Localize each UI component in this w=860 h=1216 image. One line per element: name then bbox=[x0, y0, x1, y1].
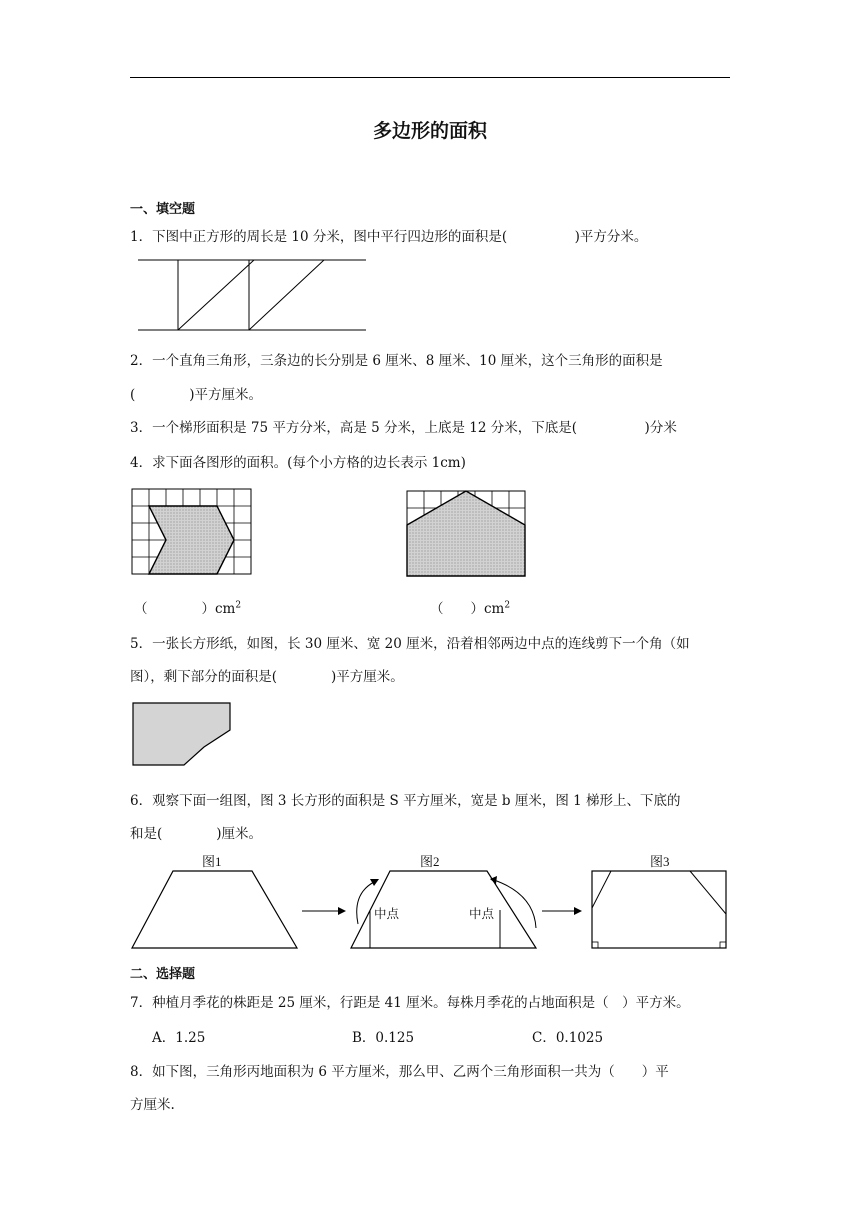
figure-3-label: 图3 bbox=[650, 854, 670, 869]
question-2-line-1: 2．一个直角三角形，三条边的长分别是 6 厘米、8 厘米、10 厘米，这个三角形的面积是 bbox=[130, 353, 663, 369]
section-fill-blank: 一、填空题 bbox=[130, 202, 196, 217]
figure-1-label: 图1 bbox=[202, 854, 222, 869]
question-1: 1．下图中正方形的周长是 10 分米，图中平行四边形的面积是( )平方分米。 bbox=[130, 229, 648, 245]
question-7-option-b[interactable]: B．0.125 bbox=[352, 1030, 415, 1046]
page-title: 多边形的面积 bbox=[372, 120, 487, 142]
question-8-line-1: 8．如下图，三角形丙地面积为 6 平方厘米，那么甲、乙两个三角形面积一共为（ ）平 bbox=[130, 1064, 669, 1080]
question-6-line-1: 6．观察下面一组图，图 3 长方形的面积是 S 平方厘米，宽是 b 厘米，图 1 梯形上、下底的 bbox=[130, 793, 681, 809]
question-8-line-2: 方厘米. bbox=[130, 1097, 175, 1113]
question-6-figures bbox=[130, 866, 732, 952]
question-4-grid-figure-right bbox=[406, 490, 528, 578]
question-5-line-1: 5．一张长方形纸，如图，长 30 厘米、宽 20 厘米，沿着相邻两边中点的连线剪下一个角（如 bbox=[130, 636, 690, 652]
question-5-figure bbox=[132, 702, 234, 768]
section-multiple-choice: 二、选择题 bbox=[130, 967, 196, 982]
question-6-line-2: 和是( )厘米。 bbox=[130, 826, 263, 842]
question-4-grid-figure-left bbox=[131, 488, 253, 576]
question-7-option-c[interactable]: C．0.1025 bbox=[532, 1030, 604, 1046]
question-4-answer-left: （ ）$cm^2$ bbox=[134, 600, 242, 617]
question-7: 7．种植月季花的株距是 25 厘米，行距是 41 厘米。每株月季花的占地面积是（ ）平方米。 bbox=[130, 995, 690, 1011]
question-2-line-2: ( )平方厘米。 bbox=[130, 387, 263, 403]
figure-2-label: 图2 bbox=[420, 854, 440, 869]
header-rule bbox=[130, 77, 730, 78]
question-3: 3．一个梯形面积是 75 平方分米，高是 5 分米，上底是 12 分米，下底是( )分米 bbox=[130, 420, 677, 436]
question-5-line-2: 图），剩下部分的面积是( )平方厘米。 bbox=[130, 669, 404, 685]
question-4: 4．求下面各图形的面积。(每个小方格的边长表示 1cm) bbox=[130, 455, 466, 471]
question-1-figure bbox=[136, 255, 371, 335]
question-4-answer-right: （ ）$cm^2$ bbox=[430, 600, 511, 617]
question-7-option-a[interactable]: A．1.25 bbox=[152, 1030, 206, 1046]
midpoint-label-right: 中点 bbox=[469, 906, 495, 921]
midpoint-label-left: 中点 bbox=[374, 906, 400, 921]
